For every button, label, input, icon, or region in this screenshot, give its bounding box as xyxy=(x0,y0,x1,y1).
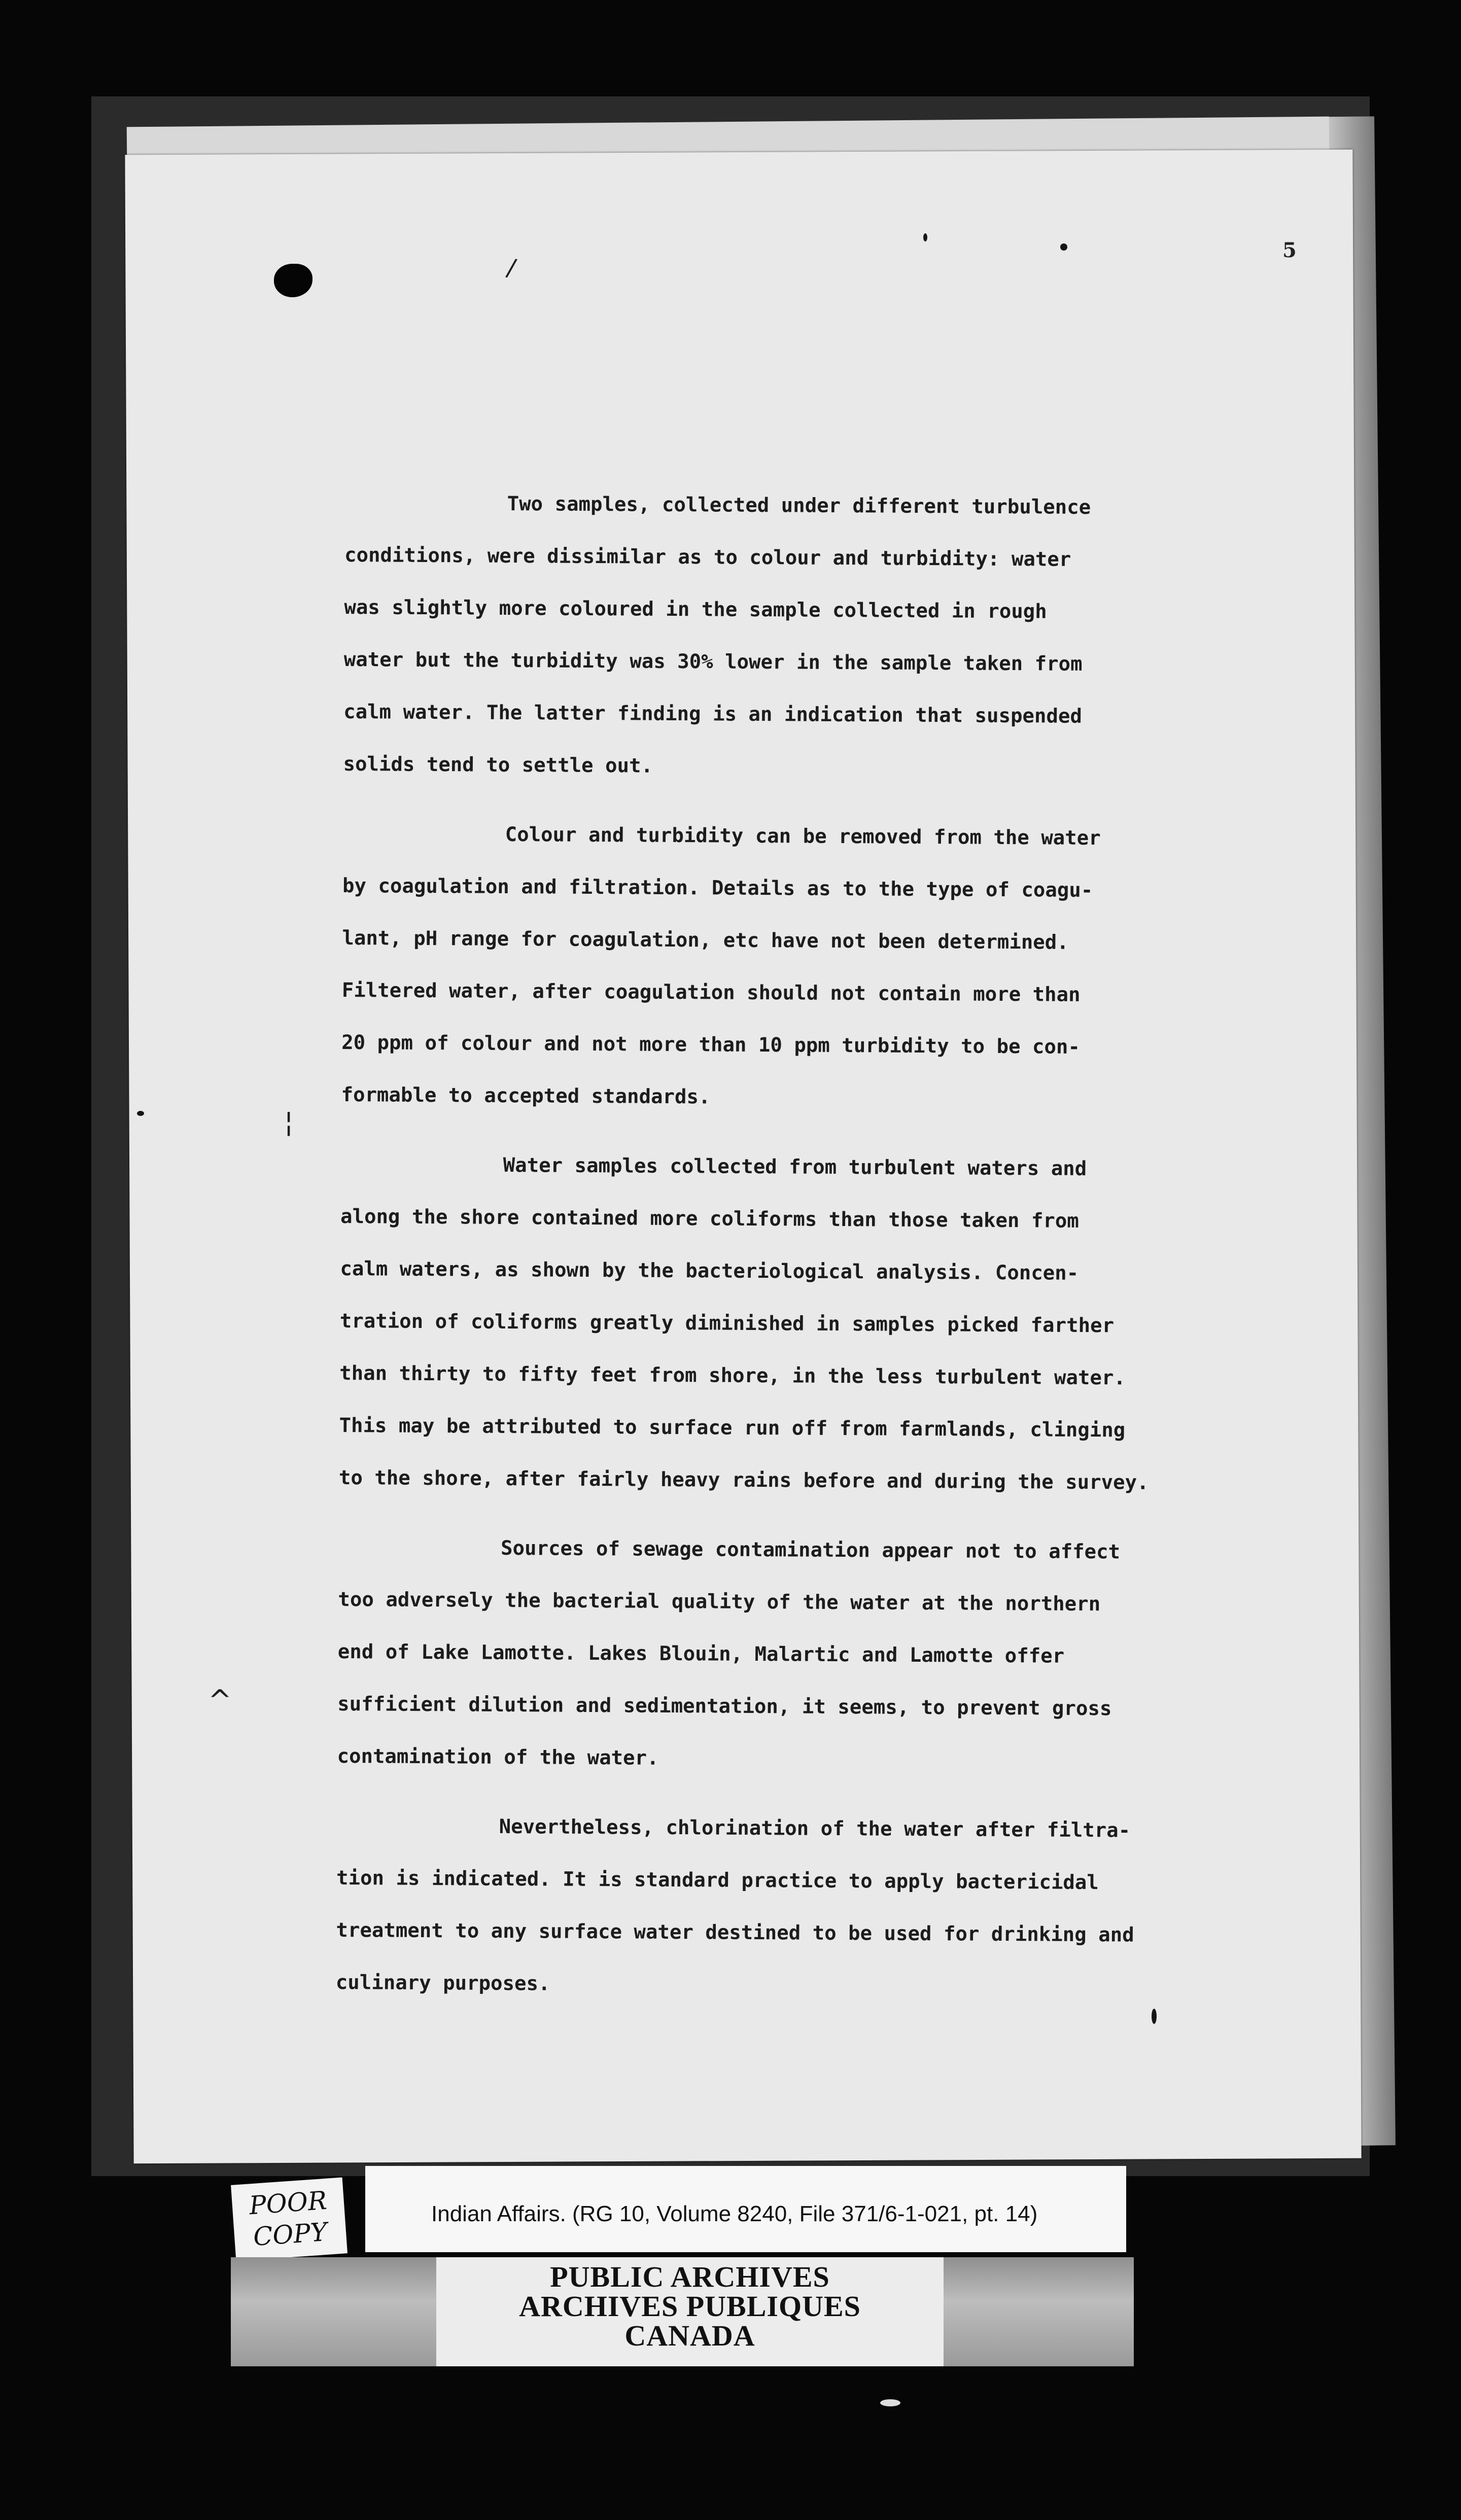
dust-speck xyxy=(880,2399,900,2406)
paragraph-first-line: Two samples, collected under different turbulence xyxy=(507,492,1091,519)
pencil-caret-mark: ^ xyxy=(208,1684,232,1717)
paragraph-first-line: Water samples collected from turbulent waters and xyxy=(503,1153,1087,1180)
page-number: 5 xyxy=(1282,238,1297,262)
paragraph-first-line: Nevertheless, chlorination of the water after filtra- xyxy=(499,1815,1131,1842)
paragraph-body: along the shore contained more coliforms than those taken from calm waters, as shown by the bacteriological analysis. Concen- tration of coliforms greatly diminished in samples picked farther than thirty to fifty feet from shore, in the less turbulent water. This may be attributed to surface run off from farmlands, clinging to the shore, after fairly heavy rains before and during the survey. xyxy=(338,1205,1149,1494)
paragraph-1 xyxy=(343,477,1258,796)
paragraph-3 xyxy=(339,1138,1254,1510)
paragraph-2 xyxy=(341,808,1256,1127)
paragraph-body: conditions, were dissimilar as to colour and turbidity: water was slightly more coloured in the sample collected in rough water but the turbidity was 30% lower in the sample taken from calm water. The latter finding is an indication that suspended solids tend to settle out. xyxy=(343,543,1083,778)
dust-speck xyxy=(923,233,927,241)
archive-caption-box xyxy=(365,2166,1126,2252)
dust-speck xyxy=(1060,243,1067,251)
paragraph-body: by coagulation and filtration. Details as to the type of coagu- lant, pH range for coagulation, etc have not been determined. Filtered water, after coagulation should not contain more than 20 ppm of colour and not more than 10 ppm turbidity to be con- formable to accepted standards. xyxy=(341,874,1093,1109)
paragraph-5 xyxy=(336,1800,1250,2014)
paragraph-first-line: Sources of sewage contamination appear not to affect xyxy=(500,1536,1121,1564)
ink-tick-mark: ¦ xyxy=(284,1106,294,1138)
archive-stamp-text xyxy=(436,2262,944,2351)
archive-stamp-label xyxy=(436,2257,944,2366)
poor-copy-label: POOR COPY xyxy=(231,2178,347,2261)
dust-speck xyxy=(1152,2009,1157,2024)
dust-speck xyxy=(137,1111,144,1116)
archive-line-3: CANADA xyxy=(624,2319,755,2352)
paragraph-body: too adversely the bacterial quality of the water at the northern end of Lake Lamotte. Lakes Blouin, Malartic and Lamotte offer sufficient dilution and sedimentation, it seems, to prevent gross contamination of the water. xyxy=(337,1588,1112,1770)
paragraph-4 xyxy=(337,1521,1251,1788)
paragraph-body: tion is indicated. It is standard practice to apply bactericidal treatment to any surface water destined to be used for drinking and culinary purposes. xyxy=(335,1866,1134,1996)
typewritten-body xyxy=(335,477,1258,2032)
archive-line-2: ARCHIVES PUBLIQUES xyxy=(519,2290,861,2323)
paragraph-first-line: Colour and turbidity can be removed from the water xyxy=(505,823,1101,850)
archive-caption: Indian Affairs. (RG 10, Volume 8240, File 371/6-1-021, pt. 14) xyxy=(431,2201,1038,2226)
pencil-slash-mark: / xyxy=(504,253,518,283)
archive-line-1: PUBLIC ARCHIVES xyxy=(550,2260,830,2293)
